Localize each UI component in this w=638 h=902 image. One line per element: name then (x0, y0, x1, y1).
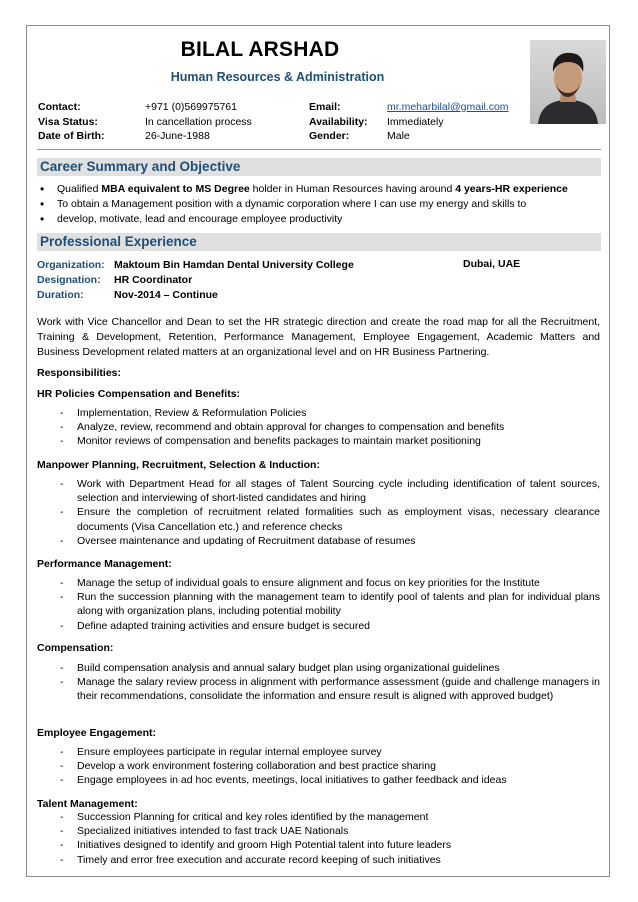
list-item: - Succession Planning for critical and key roles identified by the management (60, 810, 600, 824)
career-bullet-list (40, 182, 600, 227)
contact-label: Contact: (38, 101, 81, 113)
job-summary: Work with Vice Chancellor and Dean to set the HR strategic direction and create the road map for all the Recruitment, Training & Development, Retention, Performance Management, Employee Engagement, Academic Matters and Business Development related matters at an organizational level and on HR Business Partnering. (37, 316, 600, 358)
candidate-role: Human Resources & Administration (170, 70, 385, 84)
contact-labels-right (309, 100, 368, 144)
group-list (60, 406, 600, 449)
group-heading: Employee Engagement: (37, 727, 157, 739)
list-item: - Build compensation analysis and annual salary budget plan using organizational guidelines (60, 661, 600, 675)
list-item: - Initiatives designed to identify and groom High Potential talent into future leaders (60, 838, 600, 852)
header-divider (37, 149, 601, 150)
group-list (60, 576, 600, 633)
duration-label: Duration: (37, 289, 84, 301)
gender-label: Gender: (309, 130, 350, 142)
group-heading: Compensation: (37, 642, 114, 654)
group-heading: Performance Management: (37, 558, 172, 570)
career-bullet: • Qualified MBA equivalent to MS Degree holder in Human Resources having around 4 years-HR experience (40, 182, 600, 197)
contact-labels-left (38, 100, 105, 144)
career-section-heading: Career Summary and Objective (37, 158, 601, 176)
contact-values-right (387, 100, 509, 144)
list-item: - Define adapted training activities and ensure budget is secured (60, 619, 600, 633)
list-item: - Work with Department Head for all stages of Talent Sourcing cycle including identification of talent sources, selection and interviewing of short-listed candidates and hiring (60, 477, 600, 505)
job-details (37, 258, 354, 303)
person-silhouette-icon (530, 40, 606, 124)
candidate-name: BILAL ARSHAD (180, 38, 340, 61)
list-item: - Monitor reviews of compensation and benefits packages to maintain market positioning (60, 434, 600, 448)
organization-label: Organization: (37, 259, 105, 271)
visa-value: In cancellation process (145, 115, 252, 128)
availability-label: Availability: (309, 115, 368, 128)
list-item: - Manage the salary review process in alignment with performance assessment (guide and challenge managers in their recommendations, consolidate the information and ensure result is aligned with approved budget) (60, 675, 600, 703)
responsibilities-heading: Responsibilities: (37, 367, 122, 379)
list-item: - Manage the setup of individual goals to ensure alignment and focus on key priorities for the Institute (60, 576, 600, 590)
availability-value: Immediately (387, 115, 444, 128)
designation-value: HR Coordinator (114, 274, 193, 286)
contact-values-left (145, 100, 252, 144)
visa-label: Visa Status: (38, 115, 98, 128)
organization-value: Maktoum Bin Hamdan Dental University College (114, 259, 354, 271)
gender-value: Male (387, 130, 410, 142)
list-item: - Engage employees in ad hoc events, meetings, local initiatives to gather feedback and ideas (60, 773, 600, 787)
group-list (60, 810, 600, 867)
profile-photo (530, 40, 606, 124)
contact-value: +971 (0)569975761 (145, 101, 237, 113)
career-bullet: • develop, motivate, lead and encourage employee productivity (40, 212, 600, 227)
designation-label: Designation: (37, 274, 101, 286)
group-list (60, 661, 600, 704)
email-link[interactable]: mr.meharbilal@gmail.com (387, 101, 509, 113)
experience-section-heading: Professional Experience (37, 233, 601, 251)
email-label: Email: (309, 101, 341, 113)
group-list (60, 745, 600, 788)
list-item: - Run the succession planning with the management team to identify pool of talents and plan for individual plans along with organization plans, including potential mobility (60, 590, 600, 618)
list-item: - Ensure the completion of recruitment related formalities such as employment visas, necessary clearance documents (Visa Cancellation etc.) and reference checks (60, 505, 600, 533)
career-bullet: • To obtain a Management position with a dynamic corporation where I can use my energy and skills to (40, 197, 600, 212)
group-heading: Manpower Planning, Recruitment, Selection & Induction: (37, 459, 320, 471)
dob-value: 26-June-1988 (145, 130, 210, 142)
list-item: - Oversee maintenance and updating of Recruitment database of resumes (60, 534, 600, 548)
duration-value: Nov-2014 – Continue (114, 289, 218, 301)
list-item: - Develop a work environment fostering collaboration and best practice sharing (60, 759, 600, 773)
list-item: - Ensure employees participate in regular internal employee survey (60, 745, 600, 759)
dob-label: Date of Birth: (38, 130, 105, 142)
job-location: Dubai, UAE (463, 258, 521, 270)
group-list (60, 477, 600, 548)
list-item: - Analyze, review, recommend and obtain approval for changes to compensation and benefits (60, 420, 600, 434)
list-item: - Timely and error free execution and accurate record keeping of such initiatives (60, 853, 600, 867)
group-heading: Talent Management: (37, 798, 138, 810)
group-heading: HR Policies Compensation and Benefits: (37, 388, 241, 400)
list-item: - Specialized initiatives intended to fast track UAE Nationals (60, 824, 600, 838)
list-item: - Implementation, Review & Reformulation Policies (60, 406, 600, 420)
